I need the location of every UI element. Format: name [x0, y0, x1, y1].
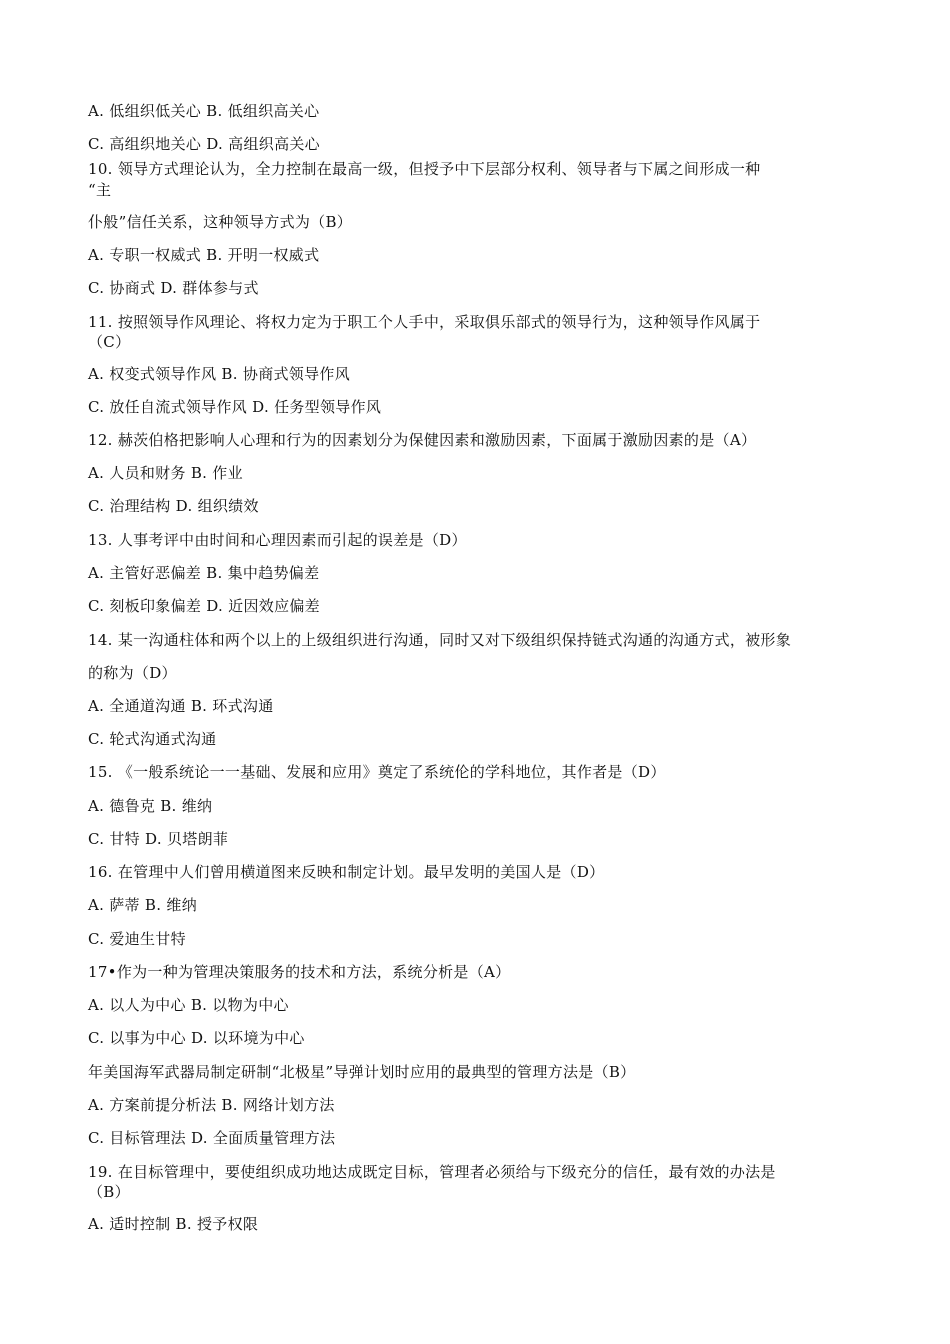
question-line: 仆般”信任关系，这种领导方式为（B）	[88, 213, 353, 231]
option-line: C. 高组织地关心 D. 高组织高关心	[88, 135, 320, 153]
option-line: C. 治理结构 D. 组织绩效	[88, 497, 259, 515]
question-line: 14. 某一沟通柱体和两个以上的上级组织进行沟通，同时又对下级组织保持链式沟通的沟通方式，被形象	[88, 631, 792, 649]
option-line: A. 主管好恶偏差 B. 集中趋势偏差	[88, 564, 320, 582]
question-line: 的称为（D）	[88, 664, 177, 682]
question-line: “主	[88, 181, 112, 199]
option-line: A. 专职一权威式 B. 开明一权威式	[88, 246, 320, 264]
question-line: 年美国海军武器局制定研制“北极星”导弹计划时应用的最典型的管理方法是（B）	[88, 1063, 636, 1081]
option-line: A. 全通道沟通 B. 环式沟通	[88, 697, 274, 715]
option-line: C. 目标管理法 D. 全面质量管理方法	[88, 1129, 336, 1147]
question-line: 16. 在管理中人们曾用横道图来反映和制定计划。最早发明的美国人是（D）	[88, 863, 605, 881]
option-line: A. 方案前提分析法 B. 网络计划方法	[88, 1096, 335, 1114]
option-line: A. 权变式领导作风 B. 协商式领导作风	[88, 365, 350, 383]
option-line: A. 低组织低关心 B. 低组织高关心	[88, 102, 320, 120]
option-line: A. 以人为中心 B. 以物为中心	[88, 996, 289, 1014]
question-line: 12. 赫茨伯格把影响人心理和行为的因素划分为保健因素和激励因素，下面属于激励因素的是（A）	[88, 431, 757, 449]
question-line: 11. 按照领导作风理论、将权力定为于职工个人手中，采取俱乐部式的领导行为，这种领导作风属于	[88, 313, 761, 331]
option-line: A. 德鲁克 B. 维纳	[88, 797, 213, 815]
option-line: A. 适时控制 B. 授予权限	[88, 1215, 259, 1233]
option-line: A. 萨蒂 B. 维纳	[88, 896, 197, 914]
option-line: C. 轮式沟通式沟通	[88, 730, 217, 748]
question-line: 10. 领导方式理论认为，全力控制在最高一级，但授予中下层部分权利、领导者与下属之间形成一种	[88, 160, 761, 178]
option-line: C. 以事为中心 D. 以环境为中心	[88, 1029, 305, 1047]
option-line: C. 甘特 D. 贝塔朗菲	[88, 830, 229, 848]
question-line: （C）	[88, 333, 131, 351]
option-line: C. 爱迪生甘特	[88, 930, 186, 948]
question-line: 17•作为一种为管理决策服务的技术和方法，系统分析是（A）	[88, 963, 511, 981]
question-line: 15. 《一般系统论一一基础、发展和应用》奠定了系统伦的学科地位，其作者是（D）	[88, 763, 666, 781]
question-line: 13. 人事考评中由时间和心理因素而引起的误差是（D）	[88, 531, 467, 549]
question-line: 19. 在目标管理中，要使组织成功地达成既定目标，管理者必须给与下级充分的信任，最有效的办法是	[88, 1163, 776, 1181]
option-line: C. 放任自流式领导作风 D. 任务型领导作风	[88, 398, 382, 416]
question-line: （B）	[88, 1183, 130, 1201]
option-line: C. 刻板印象偏差 D. 近因效应偏差	[88, 597, 320, 615]
option-line: A. 人员和财务 B. 作业	[88, 464, 243, 482]
option-line: C. 协商式 D. 群体参与式	[88, 279, 259, 297]
